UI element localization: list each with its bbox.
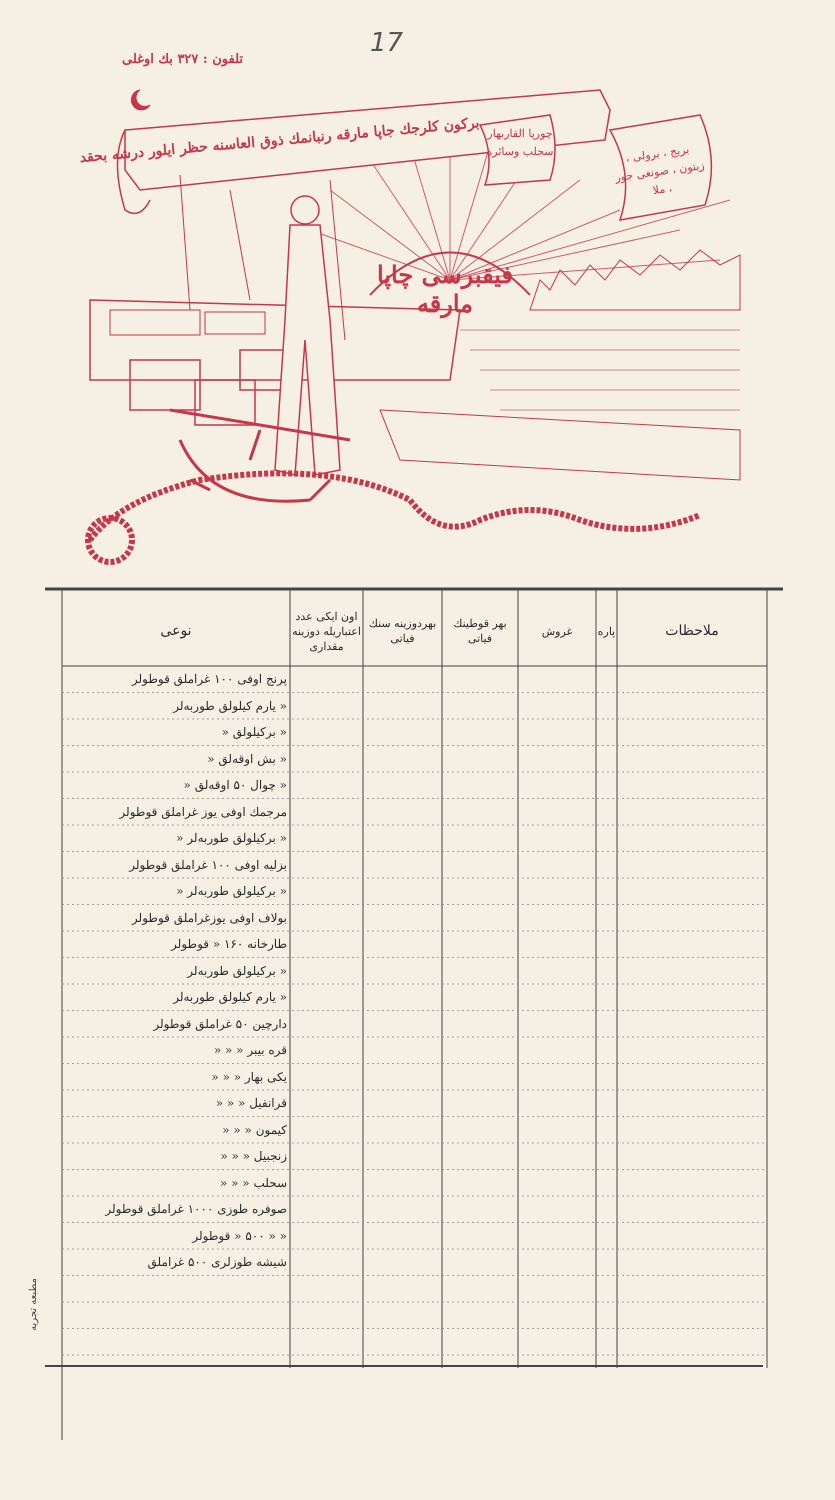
table-row-label: « چوال ۵۰ اوقه‌لق «	[183, 778, 287, 792]
header-per-box-price: بهر قوطينك فياتى	[453, 617, 507, 645]
table-row-label: بولاف اوفى يوزغراملق قوطولر	[131, 910, 287, 925]
table-row-label: صوفره طوزى ۱۰۰۰ غراملق قوطولر	[105, 1202, 287, 1216]
table-row-label: شيشه طوزلرى ۵۰۰ غراملق	[147, 1255, 287, 1269]
table-row-label: « بركيلولق طوربه‌لر	[187, 963, 287, 978]
header-per-dozen-price: بهردوزينه سنك فياتى	[368, 617, 437, 645]
table-row-label: « بركيلولق طوربه‌لر «	[176, 884, 287, 898]
printer-stamp: مطبعه تجريه	[28, 1278, 39, 1331]
table-row-label: « بش اوقه‌لق «	[207, 751, 287, 766]
crate	[130, 360, 200, 410]
crescent-icon	[131, 90, 150, 110]
factory-name: فيقبرسى چاپا مارقه	[377, 260, 513, 318]
table-row-label: دارچين ۵۰ غراملق قوطولر	[153, 1016, 287, 1031]
table-row-label: « يارم كيلولق طوربه‌لر	[173, 990, 287, 1004]
table-row-label: بزليه اوفى ۱۰۰ غراملق قوطولر	[129, 857, 287, 872]
header-dozen: اون ايكى عدد اعتباريله دوزينه مقدارى	[292, 609, 361, 653]
sailor-head	[291, 196, 319, 224]
header-kurus: غروش	[541, 624, 573, 638]
table-row-label: يكى بهار « « «	[211, 1069, 287, 1084]
phone-number: تلفون : ۳۲۷ بك اوغلی	[122, 52, 244, 67]
table-row-label: « بركيلولق طوربه‌لر «	[176, 831, 287, 845]
table-row-label: قره بيبر « « «	[213, 1043, 287, 1057]
table-row-label: « بركيلولق «	[221, 725, 287, 739]
banner-scroll-left: چورپا القاربهار سحلب وسائره	[486, 127, 554, 158]
table-row-label: « يارم كيلولق طوربه‌لر	[173, 698, 287, 713]
header-type: نوعى	[160, 622, 192, 639]
table-row-label: « « ۵۰۰ « قوطولر	[192, 1228, 287, 1243]
header-para: پاره	[597, 624, 616, 638]
page-number: 17	[370, 28, 404, 58]
table-row-label: سحلب « « «	[219, 1175, 287, 1190]
table-row-label: مرجمك اوفى يوز غراملق قوطولر	[119, 804, 287, 819]
banner-scroll-right: بريج ، برولى ، زيتون ، صونغى جور ، ملا	[614, 142, 706, 198]
rope	[90, 473, 700, 540]
table-row-label: زنجبيل « « «	[220, 1149, 287, 1163]
table-row-label: طارخانه ۱۶۰ « قوطولر	[171, 937, 287, 951]
water	[460, 330, 740, 410]
header-notes: ملاحظات	[665, 622, 719, 639]
table-row-label: قرانفيل « « «	[215, 1096, 287, 1110]
table-row-label: كيمون « « «	[222, 1122, 287, 1137]
city-skyline	[530, 250, 740, 310]
quay	[380, 410, 740, 480]
table-row-label: پرنج اوفى ۱۰۰ غراملق قوطولر	[131, 672, 287, 686]
banner-slogan: بركون كلرجك جاپا مارقه رنبانمك ذوق العاسنه حظر ايلور درشه بحقد	[79, 115, 481, 167]
